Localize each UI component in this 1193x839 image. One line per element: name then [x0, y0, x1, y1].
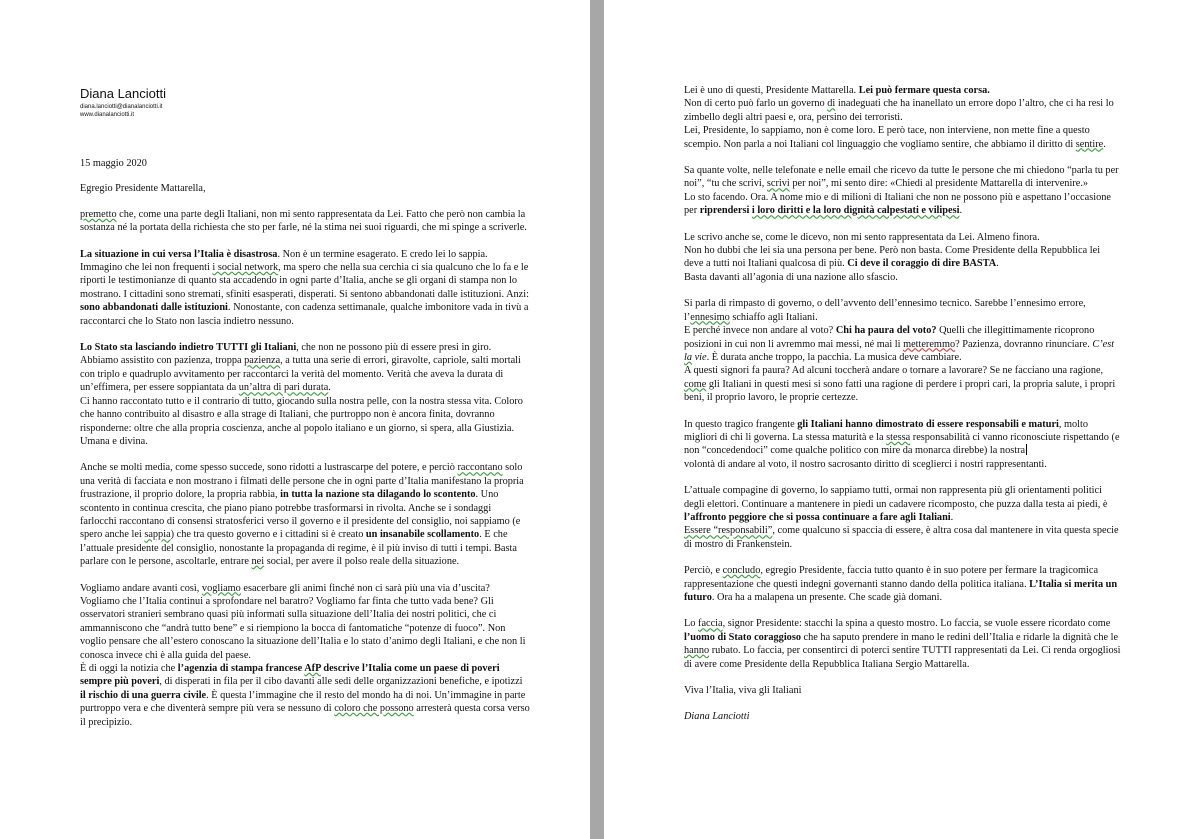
text-run: riprendersi	[699, 205, 752, 217]
paragraph	[684, 418, 1122, 472]
text-run: È di oggi la notizia che	[80, 663, 178, 674]
text-run: sentire	[1075, 138, 1104, 150]
text-run: gli Italiani hanno dimostrato di essere responsabili e maturi	[797, 418, 1059, 430]
text-run: .	[959, 205, 963, 217]
text-run: metteremmo	[903, 338, 956, 350]
text-run: , a tutta una serie di errori, giravolte, capriole, salti mortali con triplo e quadruplo avvitamento per raccontarci la verità del momento. Verità che aveva la durata di un’effimera, per essere soppiantata da	[80, 355, 521, 394]
letter-greeting: Egregio Presidente Mattarella,	[80, 183, 206, 195]
text-run: di	[827, 98, 836, 110]
text-run: Non di certo può farlo un governo	[684, 98, 828, 110]
text-run: un insanabile scollamento	[365, 529, 480, 541]
paragraph	[684, 297, 1122, 404]
text-run: .	[328, 382, 331, 394]
text-run: ? Pazienza, dovranno rinunciare.	[955, 338, 1093, 350]
text-run: . È questa l’immagine che il resto del mondo ha di noi. Un’immagine in parte purtroppo vera e che diventerà sempre più vera se nessuno di	[80, 689, 526, 715]
text-run: La situazione in cui versa l’Italia è disastrosa	[80, 248, 278, 260]
sender-name: Diana Lanciotti	[80, 86, 166, 101]
paragraph	[684, 164, 1122, 218]
text-run: Vogliamo andare avanti così,	[80, 582, 202, 594]
paragraph	[80, 582, 530, 729]
text-run: AfP	[304, 663, 321, 674]
text-run: . Non è un termine esagerato. E credo lei lo sappia. Immagino che lei non frequenti	[80, 248, 488, 274]
paragraph	[684, 684, 1122, 697]
paragraph	[684, 484, 1122, 551]
text-run: gli Italiani in questi mesi si sono fatti una ragione di perdere i propri cari, la propria salute, i propri beni, il proprio lavoro, le proprie certezze.	[684, 378, 1116, 404]
text-run: sono abbandonati dalle istituzioni	[80, 302, 228, 314]
text-run: l’uomo di Stato coraggioso	[684, 631, 801, 643]
text-run: coloro che possono	[334, 703, 414, 715]
text-run: , molto migliori di chi li governa. La stessa maturità e la	[684, 418, 1089, 443]
text-run: nei	[251, 556, 265, 568]
text-run: come	[684, 378, 707, 390]
text-run: E perché invece non andare al voto?	[684, 325, 836, 337]
text-run: Lei è uno di questi, Presidente Mattarella.	[684, 85, 859, 96]
paragraph	[684, 84, 1122, 151]
text-run: vie	[692, 351, 707, 363]
text-run: schiaffo agli Italiani.	[729, 311, 818, 323]
letter-body-left	[80, 208, 530, 729]
text-run: Non ho dubbi che lei sia una persona per bene. Però non basta. Come Presidente della Repubblica lei deve a tutti noi Italiani qualcosa di più.	[684, 245, 1101, 270]
text-run: . È durata anche troppo, la pacchia. La musica deve cambiare.	[706, 351, 962, 363]
text-run: Chi ha paura del voto?	[835, 325, 937, 337]
text-run: , signor Presidente: stacchi la spina a questo mostro. Lo faccia, se vuole essere ricordato come	[722, 618, 1111, 630]
text-run: pazienza	[244, 355, 281, 367]
paragraph	[80, 461, 530, 568]
text-run: l’agenzia di stampa francese	[177, 663, 305, 674]
text-run: Sa quante volte, nelle telefonate e nelle email che ricevo da tutte le persone che mi chiedono “parla tu per noi”, “tu che scrivi,	[684, 165, 1119, 190]
text-run: in tutta la nazione sta dilagando lo scontento	[280, 489, 476, 501]
text-run: . Ora ha a malapena un presente. Che scade già domani.	[711, 592, 943, 603]
text-run: arresterà questa corsa verso il precipizio.	[80, 703, 530, 728]
text-run: raccontano	[457, 462, 503, 474]
sender-email: diana.lanciotti@dianalanciotti.it	[80, 104, 163, 110]
text-run: A questi signori fa paura? Ad alcuni toccherà andare o tornare a lavorare? Se ne facciano una ragione,	[684, 365, 1104, 377]
document-page-left	[0, 0, 590, 839]
text-run: l’affronto peggiore che si possa continuare a fare agli Italiani	[684, 511, 951, 523]
text-run: Essere “responsabili”	[684, 525, 773, 537]
sender-website: www.dianalanciotti.it	[80, 112, 135, 118]
text-run: Ci hanno raccontato tutto e il contrario di tutto, giocando sulla nostra pelle, con la nostra stessa vita. Coloro che hanno contribuito al disastro e alla strage di Italiani, che purtroppo non è ancora finita, dovranno risponderne: oltre che alla propria coscienza, anche al popolo italiano e un giorno, si spera, alla Giustizia. Umana e divina.	[80, 395, 523, 447]
text-run: i social network	[212, 262, 279, 274]
text-run: , che non ne possono più di essere presi in giro. Abbiamo assistito con pazienza, troppa	[80, 342, 492, 367]
text-run: Perciò, e	[684, 565, 723, 577]
text-run: Anche se molti media, come spesso succede, sono ridotti a lustrascarpe del potere, e perciò	[80, 462, 458, 474]
text-run: L’Italia si merita un futuro	[684, 578, 1118, 603]
text-run: descrive l’Italia come un paese di poveri sempre più poveri	[80, 663, 500, 688]
text-run: social, per avere il polso reale della situazione.	[264, 556, 460, 568]
text-run: . Uno scontento in continua crescita, che piano piano potrebbe trasformarsi in rivolta. Anche se i sondaggi farlocchi raccontano di consensi stratosferici verso il governo e il presidente del consiglio, noi sappiamo (e spero anche lei	[80, 489, 521, 541]
text-run: Lo	[684, 618, 699, 630]
text-run: Viva l’Italia, viva gli Italiani	[684, 685, 802, 697]
text-run: esacerbare gli animi finché non ci sarà più una via d’uscita? Vogliamo che l’Italia continui a sprofondare nel baratro? Vogliamo far finta che tutto vada bene? Gli osservatori stranieri sembrano quasi più informati sulla situazione dell’Italia dei nostri politici, che ci ammanniscono che “andrà tutto bene” e si riempiono la bocca di fantomatiche “potenze di fuoco”. Non voglio pensare che all’estero conoscano la situazione dell’Italia e lo stato d’animo degli Italiani, e che non li conosca invece chi è alla guida del paese.	[80, 582, 526, 661]
text-run: che ha saputo prendere in mano le redini dell’Italia e ridarle la dignità che le	[800, 631, 1119, 643]
text-run: .	[950, 511, 954, 523]
paragraph	[684, 617, 1122, 671]
text-run: Lo sto facendo. Ora. A nome mio e di milioni di Italiani che non ne possono più e aspettano l’occasione per	[684, 191, 1111, 217]
text-run: hanno	[684, 645, 710, 657]
text-run: , ma spero che nella sua cerchia ci sia qualcuno che lo fa e le riporti le testimonianze di quanto sta accadendo in ogni parte d’Italia, anche se gli organi di stampa non lo mostrano. I cittadini sono stremati, sfiniti esasperati, disperati. Si sentono abbandonati dalle istituzioni. Anzi:	[80, 262, 529, 300]
page-content	[80, 86, 530, 742]
text-run: premetto	[80, 208, 117, 220]
text-run: Lo Stato sta lasciando indietro TUTTI gli Italiani	[80, 342, 297, 354]
text-run: L’attuale compagine di governo, lo sappiamo tutti, ormai non rappresenta più gli orientamenti politici degli elettori. Continuare a mantenere in piedi un cadavere ricomposto, che puzza dalla testa ai piedi, è	[684, 485, 1108, 510]
text-run: Si parla di rimpasto di governo, o dell’avvento dell’ennesimo tecnico. Sarebbe l’ennesimo errore, l’	[684, 298, 1086, 323]
text-run: concludo	[722, 565, 761, 577]
text-run: Quelli che illegittimamente ricoprono posizioni in cui non li avremmo mai messi, né mai li	[684, 325, 1095, 350]
text-run: C’est	[1092, 338, 1115, 350]
paragraph	[684, 564, 1122, 604]
document-page-right	[604, 0, 1193, 839]
letter-signature: Diana Lanciotti	[684, 711, 750, 723]
text-run: ) che tra questo governo e i cittadini si è creato	[170, 529, 366, 541]
letter-body-right	[684, 84, 1122, 697]
text-run: In questo tragico frangente	[684, 418, 798, 430]
text-run: per noi”, mi sento dire: «Chiedi al presidente Mattarella di intervenire.»	[789, 178, 1089, 190]
text-run: solo una verità di facciata e non mostrano i filmati delle persone che in ogni parte d’Italia manifestano la propria frustrazione, il proprio dolore, la propria rabbia,	[80, 462, 524, 501]
text-run: volontà di andare al voto, il nostro sacrosanto diritto di sceglierci i nostri rappresentanti.	[684, 458, 1047, 470]
text-run: responsabilità ci vanno riconosciute rispettando (e non “concedendoci” come qualche politico con mire da monarca direbbe) la nostra	[684, 431, 1120, 457]
text-run: Ci deve il coraggio di dire BASTA	[847, 258, 997, 270]
text-run: scrivi	[766, 178, 790, 190]
text-run: sappia	[144, 529, 171, 541]
text-run: la	[684, 351, 693, 363]
text-run: Lei può fermare questa corsa.	[858, 85, 990, 96]
text-cursor	[1026, 444, 1027, 455]
paragraph	[80, 208, 530, 235]
text-run: Le scrivo anche se, come le dicevo, non mi sento rappresentata da Lei. Almeno finora.	[684, 231, 1040, 243]
paragraph	[80, 341, 530, 448]
paragraph	[80, 248, 530, 328]
text-run: stessa	[886, 431, 911, 443]
text-run: , come qualcuno si spaccia di essere, è altra cosa dal mantenere in vita questa specie di mostro di Frankenstein.	[684, 525, 1119, 550]
text-run: Basta davanti all’agonia di una nazione allo sfascio.	[684, 271, 898, 283]
page-content	[684, 84, 1122, 724]
paragraph	[684, 231, 1122, 285]
text-run: vogliamo	[201, 582, 241, 594]
text-run: che, come una parte degli Italiani, non mi sento rappresentata da Lei. Fatto che però non cambia la sostanza né la portata della richiesta che sto per farle, né la stima nei suoi riguardi, che mi spinge a scriverle.	[80, 208, 527, 234]
text-run: Lei, Presidente, lo sappiamo, non è come loro. E però tace, non interviene, non mette fine a questo scempio. Non parla a noi Italiani col linguaggio che vogliamo sentire, che abbiamo il diritto di	[684, 125, 1090, 150]
text-run: . Nonostante, con cadenza settimanale, qualche imbonitore vada in tivù a raccontarci che lo Stato non lascia indietro nessuno.	[80, 302, 529, 327]
text-run: i loro diritti e la loro dignità calpestati e vilipesi	[751, 205, 960, 217]
text-run: faccia	[698, 618, 723, 630]
text-run: .	[1103, 138, 1106, 150]
text-run: il rischio di una guerra civile	[80, 689, 207, 701]
text-run: , di disperati in fila per il cibo davanti alle sedi delle organizzazioni benefiche, e ipotizzi	[159, 676, 523, 688]
text-run: ennesimo	[690, 311, 730, 323]
text-run: .	[996, 258, 999, 270]
text-run: inadeguati che ha inanellato un errore dopo l’altro, che ci ha resi lo zimbello degli altri paesi e, ora, persino dei terroristi.	[684, 98, 1114, 123]
letter-date: 15 maggio 2020	[80, 158, 147, 169]
text-run: rubato. Lo faccia, per consentirci di poterci sentire TUTTI rappresentati da Lei. Ci renda orgogliosi di avere come Presidente della Repubblica Italiana Sergio Mattarella.	[684, 645, 1121, 670]
text-run: un’altra di pari durata	[238, 382, 329, 394]
text-run: , egregio Presidente, faccia tutto quanto è in suo potere per fermare la tragicomica rappresentazione che questi indegni governanti stanno dando della politica italiana.	[684, 565, 1099, 590]
text-run: . E che l’attuale presidente del consiglio, nonostante la propaganda di regime, è il più inviso di tutti i tempi. Basta parlare con le persone, ascoltarle, entrare	[80, 529, 517, 568]
